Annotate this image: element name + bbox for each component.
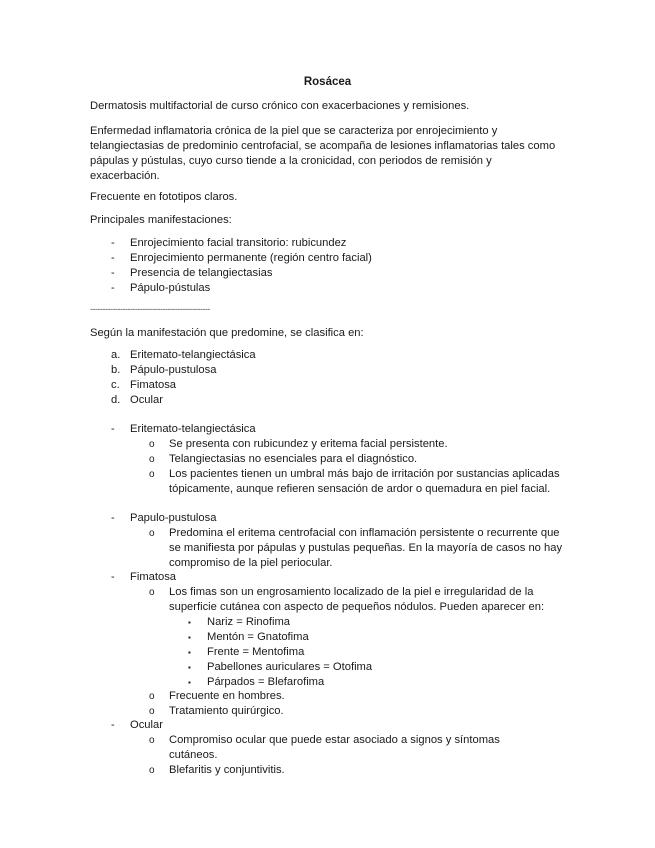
dash-bullet: - <box>111 282 115 294</box>
circle-bullet: o <box>149 691 155 702</box>
section-title: Papulo-pustulosa <box>130 512 217 524</box>
intro-manifestaciones-heading: Principales manifestaciones: <box>90 214 232 226</box>
circle-bullet: o <box>149 706 155 717</box>
section-title: Fimatosa <box>130 571 177 583</box>
circle-bullet: o <box>149 765 155 776</box>
circle-bullet: o <box>149 528 155 539</box>
list-item: Fimatosa <box>130 379 177 391</box>
intro-description: Enfermedad inflamatoria crónica de la piel que se caracteriza por enrojecimiento y telangiectasias de predominio centrofacial, se acompaña de lesiones inflamatorias tales como pápulas y pústulas, cuyo curso tiende a la cronicidad, con periodos de remisión y exacerbación. <box>90 125 556 182</box>
intro-fototipos: Frecuente en fototipos claros. <box>90 191 238 203</box>
list-item: Presencia de telangiectasias <box>130 267 273 279</box>
list-item: Blefaritis y conjuntivitis. <box>169 764 285 776</box>
list-marker: b. <box>111 364 121 376</box>
square-bullet: ▪ <box>188 618 191 627</box>
circle-bullet: o <box>149 735 155 746</box>
fima-item: Párpados = Blefarofima <box>207 676 325 688</box>
list-item: Ocular <box>130 394 163 406</box>
circle-bullet: o <box>149 587 155 598</box>
intro-definition: Dermatosis multifactorial de curso crónico con exacerbaciones y remisiones. <box>90 100 470 112</box>
section-title: Eritemato-telangiectásica <box>130 423 256 435</box>
section-title: Ocular <box>130 719 163 731</box>
fima-item: Pabellones auriculares = Otofima <box>207 661 373 673</box>
square-bullet: ▪ <box>188 633 191 642</box>
fima-item: Mentón = Gnatofima <box>207 631 309 643</box>
dash-bullet: - <box>111 571 115 583</box>
dash-bullet: - <box>111 237 115 249</box>
fima-item: Nariz = Rinofima <box>207 616 290 628</box>
square-bullet: ▪ <box>188 663 191 672</box>
list-item: Enrojecimiento facial transitorio: rubicundez <box>130 237 347 249</box>
list-item: Telangiectasias no esenciales para el diagnóstico. <box>169 453 418 465</box>
dash-bullet: - <box>111 252 115 264</box>
list-item: Frecuente en hombres. <box>169 690 285 702</box>
dash-bullet: - <box>111 423 115 435</box>
separator-line: ------------------------------------------------ <box>90 304 210 314</box>
list-item: Los fimas son un engrosamiento localizado de la piel e irregularidad de la superficie cutánea con aspecto de pequeños nódulos. Pueden aparecer en: <box>169 586 545 613</box>
clasificacion-intro: Según la manifestación que predomine, se clasifica en: <box>90 327 364 339</box>
fima-item: Frente = Mentofima <box>207 646 305 658</box>
list-item: Enrojecimiento permanente (región centro facial) <box>130 252 372 264</box>
list-item: Los pacientes tienen un umbral más bajo de irritación por sustancias aplicadas tópicamente, aunque refieren sensación de ardor o quemadura en piel facial. <box>169 468 560 495</box>
dash-bullet: - <box>111 267 115 279</box>
list-item: Predomina el eritema centrofacial con inflamación persistente o recurrente que se manifiesta por pápulas y pustulas pequeñas. En la mayoría de casos no hay compromiso de la piel periocular. <box>169 527 563 569</box>
list-marker: c. <box>111 379 120 391</box>
list-item: Eritemato-telangiectásica <box>130 349 256 361</box>
square-bullet: ▪ <box>188 648 191 657</box>
list-marker: d. <box>111 394 121 406</box>
list-item: Compromiso ocular que puede estar asociado a signos y síntomas cutáneos. <box>169 734 500 761</box>
dash-bullet: - <box>111 719 115 731</box>
page-title: Rosácea <box>303 76 352 88</box>
circle-bullet: o <box>149 439 155 450</box>
list-item: Tratamiento quirúrgico. <box>169 705 284 717</box>
circle-bullet: o <box>149 454 155 465</box>
list-item: Pápulo-pustulosa <box>130 364 217 376</box>
square-bullet: ▪ <box>188 678 191 687</box>
list-item: Pápulo-pústulas <box>130 282 211 294</box>
list-marker: a. <box>111 349 121 361</box>
list-item: Se presenta con rubicundez y eritema facial persistente. <box>169 438 448 450</box>
circle-bullet: o <box>149 469 155 480</box>
dash-bullet: - <box>111 512 115 524</box>
